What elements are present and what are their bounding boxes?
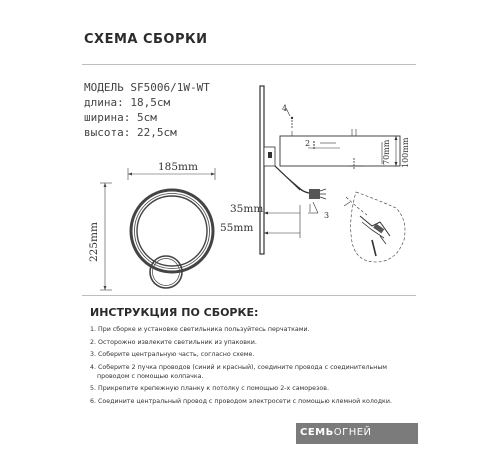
lamp-side-view bbox=[260, 86, 300, 254]
instruction-step-continuation: проводом с помощью колпачка. bbox=[97, 372, 204, 380]
brand-part-2: ОГНЕЙ bbox=[333, 427, 372, 438]
spec-model: МОДЕЛЬ SF5006/1W-WT bbox=[84, 81, 210, 94]
callout-2: 2 bbox=[305, 139, 311, 148]
instruction-step: 3. Соберите центральную часть, согласно схеме. bbox=[90, 351, 255, 358]
wire-connector bbox=[298, 187, 326, 213]
instruction-step: 6. Соедините центральный провод с проводом электросети с помощью клемной колодки. bbox=[90, 397, 392, 405]
instruction-step: 1. При сборке и установке светильника пользуйтесь перчатками. bbox=[90, 326, 310, 333]
spec-height: высота: 22,5см bbox=[84, 126, 177, 139]
dim-width-label: 185mm bbox=[158, 161, 198, 173]
brand-part-1: СЕМЬ bbox=[300, 427, 334, 438]
dim-100-label: 100mm bbox=[401, 137, 410, 168]
section-divider bbox=[82, 295, 416, 296]
spec-length: длина: 18,5см bbox=[84, 96, 171, 109]
instructions-title: ИНСТРУКЦИЯ ПО СБОРКЕ: bbox=[90, 306, 259, 319]
spec-width: ширина: 5см bbox=[84, 111, 157, 124]
callout-3: 3 bbox=[324, 211, 330, 220]
brand-logo bbox=[300, 427, 372, 438]
dim-70-label: 70mm bbox=[382, 139, 391, 165]
instruction-step: 2. Осторожно извлеките светильник из упаковки. bbox=[90, 338, 257, 346]
wire-cap-detail bbox=[344, 192, 405, 262]
dim-height-label: 225mm bbox=[88, 222, 100, 262]
page-title: СХЕМА СБОРКИ bbox=[84, 32, 208, 47]
dim-55-label: 55mm bbox=[220, 222, 254, 234]
instruction-step: 4. Соберите 2 пучка проводов (синий и красный), соедините провода с соединительным bbox=[90, 363, 388, 371]
instructions-list bbox=[90, 326, 392, 410]
dim-35-label: 35mm bbox=[230, 203, 264, 215]
lamp-front-view bbox=[100, 168, 215, 290]
instruction-step: 5. Прикрепите крепежную планку к потолку с помощью 2-х саморезов. bbox=[90, 385, 329, 392]
callout-4: 4 bbox=[282, 104, 288, 113]
